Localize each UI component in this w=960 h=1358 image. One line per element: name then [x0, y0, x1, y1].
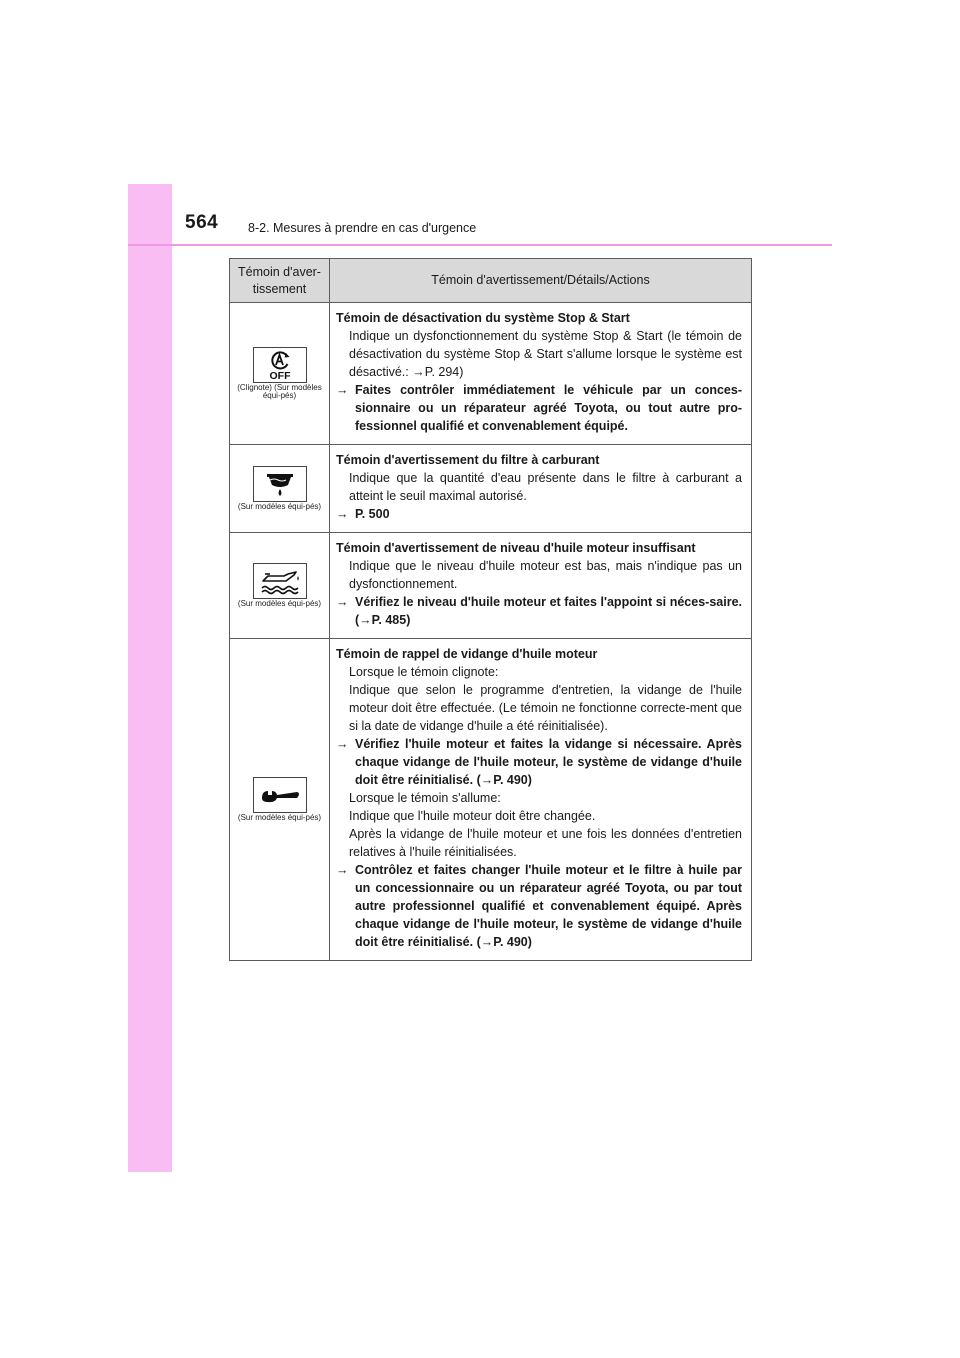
icon-cell [230, 445, 330, 533]
row-title: Témoin d'avertissement du filtre à carburant [336, 453, 600, 467]
oil-level-icon [253, 563, 307, 599]
table-row [230, 533, 752, 639]
fuel-filter-icon [253, 466, 307, 502]
section-title: 8-2. Mesures à prendre en cas d'urgence [248, 221, 477, 235]
details-cell [330, 445, 752, 533]
header-details-actions: Témoin d'avertissement/Détails/Actions [330, 259, 752, 303]
icon-caption: (Sur modèles équi-pés) [237, 812, 322, 822]
blink-description: Indique que selon le programme d'entretien, la vidange de l'huile moteur doit être effectuée. (Le témoin ne fonctionne correcte-ment que si la date de vidange d'huile a été réinitialisée). [349, 683, 742, 733]
arrow-icon: → [336, 507, 349, 521]
table-header-row [230, 259, 752, 303]
row-description: Indique que le niveau d'huile moteur est bas, mais n'indique pas un dysfonctionnement. [349, 559, 742, 591]
blink-action: → Vérifiez l'huile moteur et faites la vidange si nécessaire. Après chaque vidange de l'huile moteur, le système de vidange d'huile doit être réinitialisé. (→P. 490) [336, 737, 742, 787]
warning-lights-table [229, 258, 752, 961]
row-action: → P. 500 [336, 507, 390, 521]
arrow-icon: → [336, 737, 349, 751]
icon-cell [230, 303, 330, 445]
icon-caption: (Clignote) (Sur modèles équi-pés) [237, 382, 322, 400]
icon-off-text: OFF [269, 369, 290, 382]
on-description-2: Après la vidange de l'huile moteur et une fois les données d'entretien relatives à l'huile réinitialisées. [349, 827, 742, 859]
table-row [230, 303, 752, 445]
row-description: Indique que la quantité d'eau présente dans le filtre à carburant a atteint le seuil maximal autorisé. [349, 471, 742, 503]
on-action: → Contrôlez et faites changer l'huile moteur et le filtre à huile par un concessionnaire ou un réparateur agréé Toyota, ou par tout autre professionnel qualifié et convenablement équipé. Après chaque vidange de l'huile moteur, le système de vidange d'huile doit être réinitialisé. (→P. 490) [336, 863, 742, 949]
row-title: Témoin d'avertissement de niveau d'huile moteur insuffisant [336, 541, 696, 555]
arrow-icon: → [336, 383, 349, 397]
table-row [230, 639, 752, 961]
row-title: Témoin de désactivation du système Stop & Start [336, 311, 630, 325]
icon-caption: (Sur modèles équi-pés) [237, 598, 322, 608]
icon-cell [230, 533, 330, 639]
arrow-icon: → [336, 863, 349, 877]
header-warning-light: Témoin d'aver-tissement [230, 259, 330, 303]
row-action: → Faites contrôler immédiatement le véhicule par un conces-sionnaire ou un réparateur agréé Toyota, ou tout autre pro-fessionnel qualifié et convenablement équipé. [336, 383, 742, 433]
row-action: → Vérifiez le niveau d'huile moteur et faites l'appoint si néces-saire. (→P. 485) [336, 595, 742, 627]
table-row [230, 445, 752, 533]
blink-label: Lorsque le témoin clignote: [349, 665, 499, 679]
details-cell [330, 533, 752, 639]
page-number: 564 [185, 212, 219, 233]
row-description: Indique un dysfonctionnement du système Stop & Start (le témoin de désactivation du système Stop & Start s'allume lorsque le système est désactivé.: →P. 294) [349, 329, 742, 379]
arrow-icon: → [336, 595, 349, 609]
on-description: Indique que l'huile moteur doit être changée. [349, 809, 596, 823]
stop-start-off-icon [253, 347, 307, 383]
details-cell [330, 639, 752, 961]
chapter-side-tab [128, 184, 172, 1172]
wrench-icon [253, 777, 307, 813]
icon-caption: (Sur modèles équi-pés) [237, 501, 322, 511]
row-title: Témoin de rappel de vidange d'huile moteur [336, 647, 598, 661]
details-cell [330, 303, 752, 445]
icon-cell [230, 639, 330, 961]
on-label: Lorsque le témoin s'allume: [349, 791, 501, 805]
header-rule [128, 244, 832, 246]
